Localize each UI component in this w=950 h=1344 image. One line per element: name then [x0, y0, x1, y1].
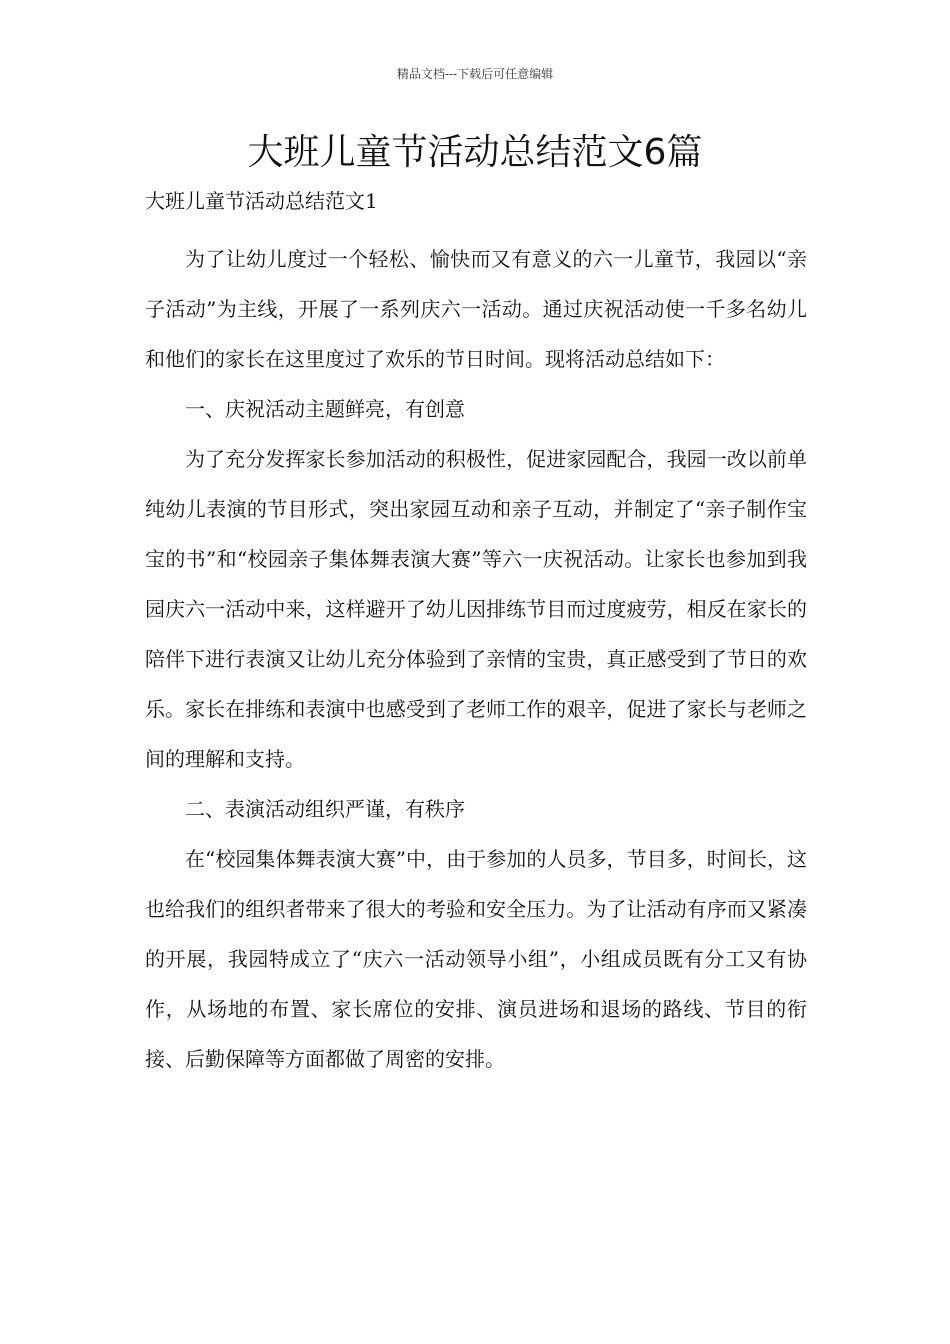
section-title: 大班儿童节活动总结范文1: [145, 189, 378, 213]
subheading-1: 一、庆祝活动主题鲜亮，有创意: [185, 397, 465, 421]
subheading-2: 二、表演活动组织严谨，有秩序: [185, 797, 465, 821]
header-note: 精品文档---下载后可任意编辑: [396, 67, 554, 81]
paragraph-3: 在“校园集体舞表演大赛”中，由于参加的人员多，节目多，时间长，这也给我们的组织者带来了很大的考验和安全压力。为了让活动有序而又紧凑的开展，我园特成立了“庆六一活动领导小组”，小组成员既有分工又有协作，从场地的布置、家长席位的安排、演员进场和退场的路线、节目的衔接、后勤保障等方面都做了周密的安排。: [145, 847, 807, 1071]
document-title: 大班儿童节活动总结范文6篇: [247, 132, 703, 173]
document-body: [145, 234, 807, 1084]
paragraph-2: 为了充分发挥家长参加活动的积极性，促进家园配合，我园一改以前单纯幼儿表演的节目形式，突出家园互动和亲子互动，并制定了“亲子制作宝宝的书”和“校园亲子集体舞表演大赛”等六一庆祝活动。让家长也参加到我园庆六一活动中来，这样避开了幼儿因排练节目而过度疲劳，相反在家长的陪伴下进行表演又让幼儿充分体验到了亲情的宝贵，真正感受到了节日的欢乐。家长在排练和表演中也感受到了老师工作的艰辛，促进了家长与老师之间的理解和支持。: [145, 447, 807, 771]
paragraph-intro: 为了让幼儿度过一个轻松、愉快而又有意义的六一儿童节，我园以“亲子活动”为主线，开展了一系列庆六一活动。通过庆祝活动使一千多名幼儿和他们的家长在这里度过了欢乐的节日时间。现将活动总结如下：: [145, 247, 807, 371]
